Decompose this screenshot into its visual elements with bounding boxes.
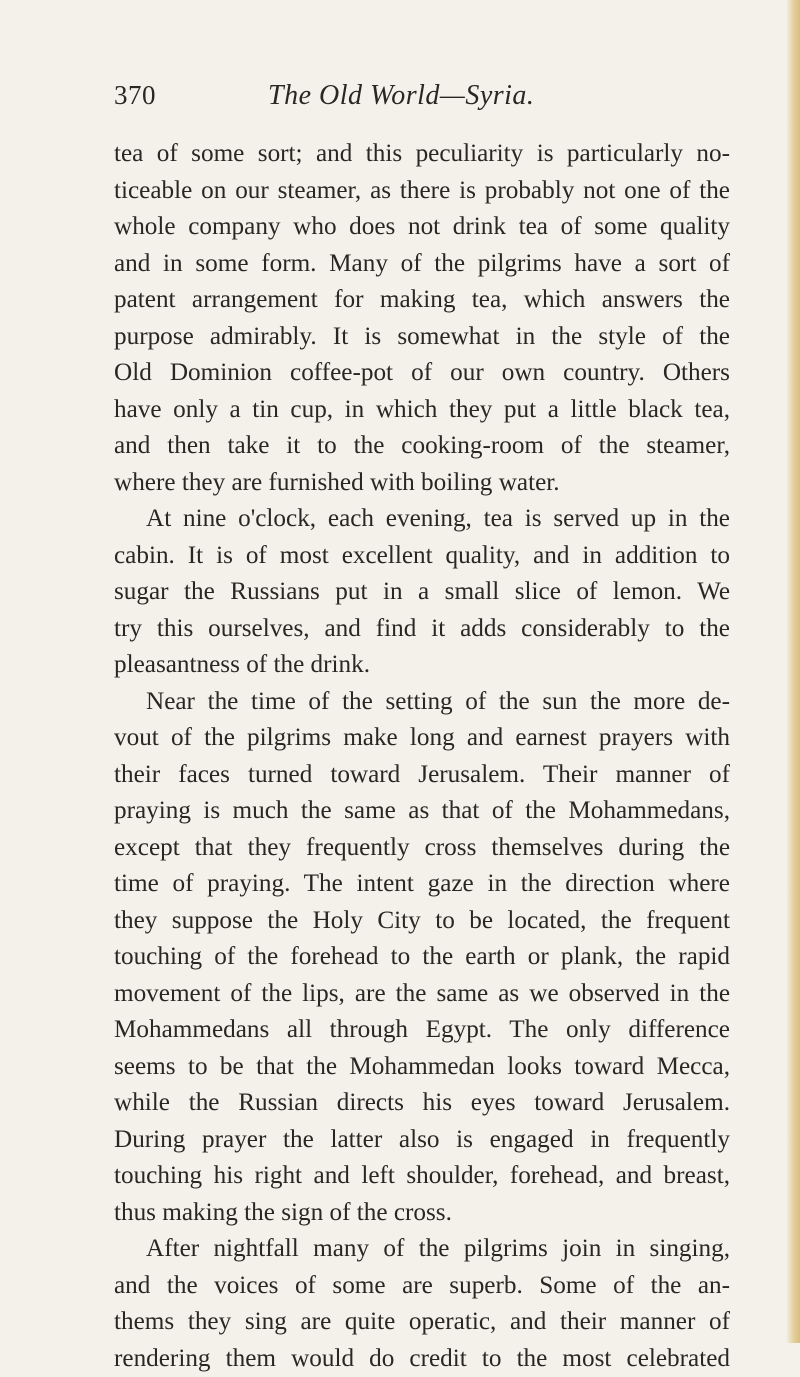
text-line: ticeable on our steamer, as there is probably not one of the [114,173,730,210]
text-line: During prayer the latter also is engaged in frequently [114,1122,730,1159]
page-number: 370 [114,80,156,111]
text-line: and then take it to the cooking-room of the steamer, [114,428,730,465]
text-line: movement of the lips, are the same as we observed in the [114,976,730,1013]
text-line: Mohammedans all through Egypt. The only difference [114,1012,730,1049]
text-line: time of praying. The intent gaze in the direction where [114,866,730,903]
text-line: whole company who does not drink tea of some quality [114,209,730,246]
text-line: cabin. It is of most excellent quality, and in addition to [114,538,730,575]
text-line: rendering them would do credit to the most celebrated [114,1341,730,1377]
text-line: sugar the Russians put in a small slice of lemon. We [114,574,730,611]
text-line: purpose admirably. It is somewhat in the style of the [114,319,730,356]
text-line: pleasantness of the drink. [114,647,730,684]
paragraph-start-line: After nightfall many of the pilgrims join in singing, [114,1231,730,1268]
text-line: thus making the sign of the cross. [114,1195,730,1232]
text-line: patent arrangement for making tea, which answers the [114,282,730,319]
text-line: praying is much the same as that of the Mohammedans, [114,793,730,830]
paragraph-start-line: Near the time of the setting of the sun the more de- [114,684,730,721]
page-edge-shadow [786,0,800,1343]
text-line: tea of some sort; and this peculiarity is particularly no- [114,136,730,173]
text-line: seems to be that the Mohammedan looks toward Mecca, [114,1049,730,1086]
body-text [114,136,730,1377]
text-line: they suppose the Holy City to be located, the frequent [114,903,730,940]
text-line: and in some form. Many of the pilgrims have a sort of [114,246,730,283]
text-line: try this ourselves, and find it adds considerably to the [114,611,730,648]
text-line: vout of the pilgrims make long and earnest prayers with [114,720,730,757]
text-line: their faces turned toward Jerusalem. Their manner of [114,757,730,794]
running-head [114,80,724,120]
text-line: have only a tin cup, in which they put a little black tea, [114,392,730,429]
paragraph-start-line: At nine o'clock, each evening, tea is served up in the [114,501,730,538]
text-line: Old Dominion coffee-pot of our own country. Others [114,355,730,392]
text-line: and the voices of some are superb. Some of the an- [114,1268,730,1305]
text-line: thems they sing are quite operatic, and their manner of [114,1304,730,1341]
text-line: touching of the forehead to the earth or plank, the rapid [114,939,730,976]
text-line: while the Russian directs his eyes toward Jerusalem. [114,1085,730,1122]
running-head-title: The Old World—Syria. [268,80,534,112]
text-line: touching his right and left shoulder, forehead, and breast, [114,1158,730,1195]
text-line: where they are furnished with boiling water. [114,465,730,502]
text-line: except that they frequently cross themselves during the [114,830,730,867]
